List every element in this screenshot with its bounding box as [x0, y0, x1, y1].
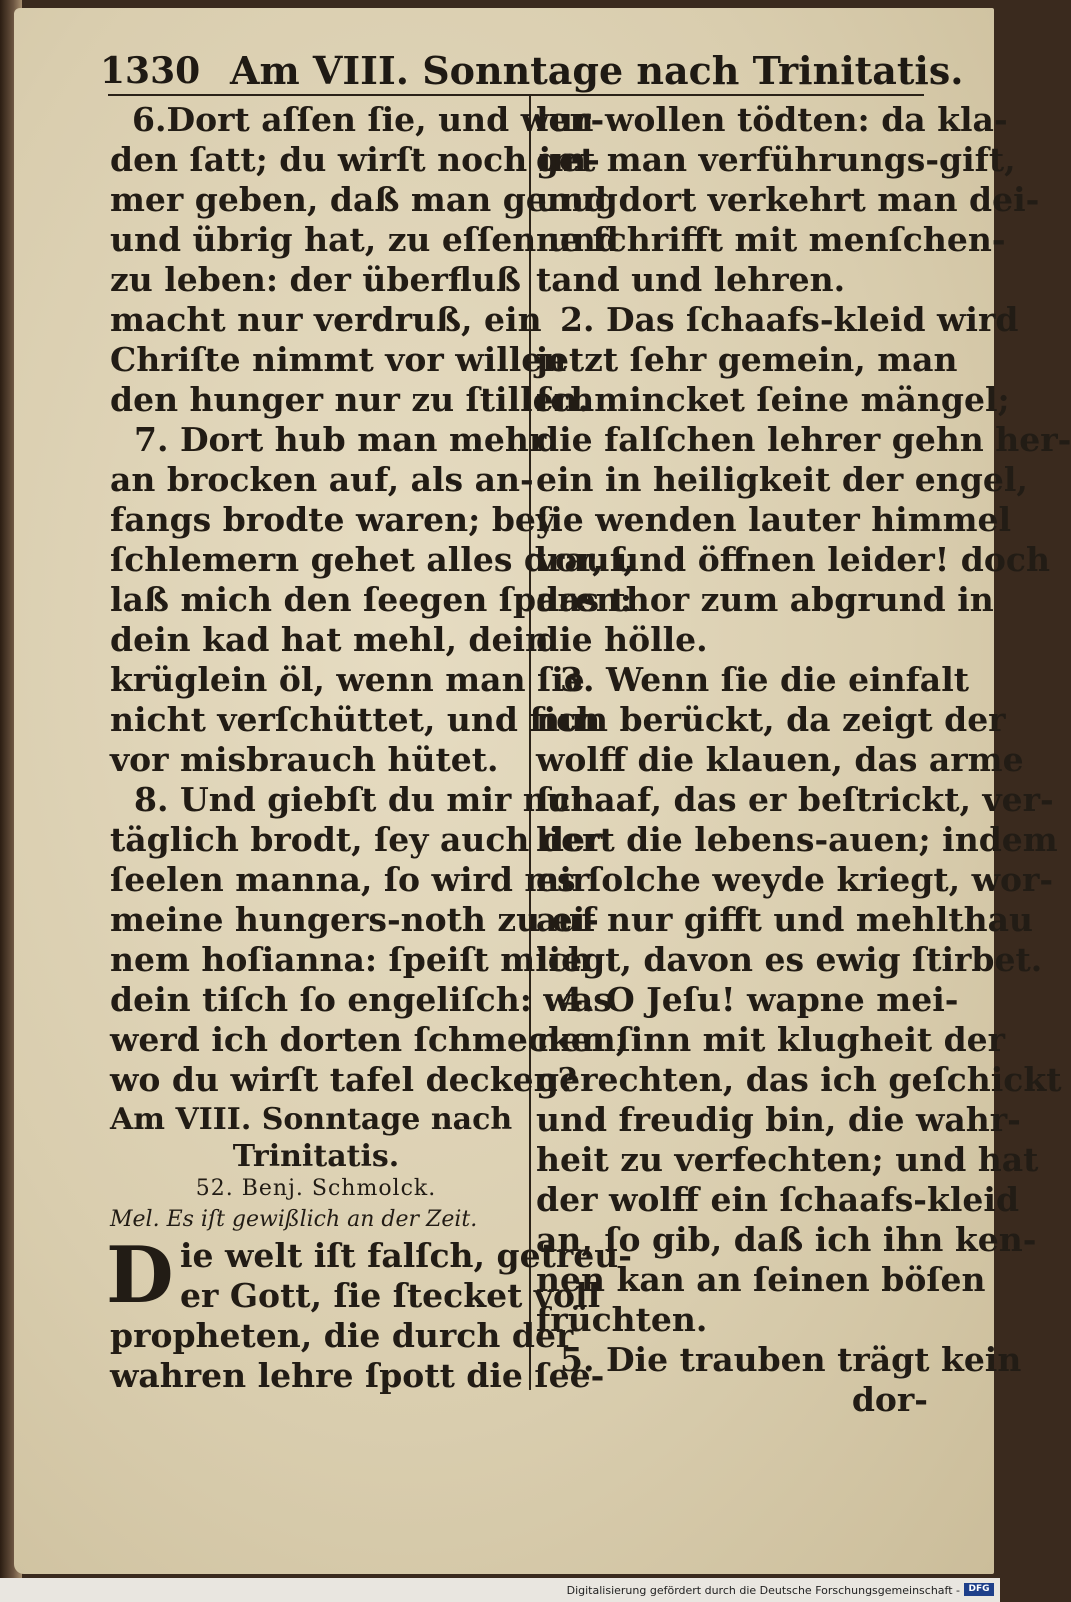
text-line: nem hoſianna: ſpeiſt mich: [110, 940, 592, 979]
text-line: gerechten, das ich geſchickt: [536, 1060, 1062, 1099]
digitization-footer: [0, 1578, 1000, 1602]
text-line: nicht verſchüttet, und ſich: [110, 700, 601, 739]
text-line: die hölle.: [536, 620, 708, 659]
text-line: die falſchen lehrer gehn her-: [536, 420, 1071, 459]
text-line: wolff die klauen, das arme: [536, 740, 1024, 779]
text-line: zu leben: der überfluß: [110, 260, 521, 299]
text-line: ie welt iſt falſch, getreu-: [180, 1236, 632, 1275]
text-line: Chriſte nimmt vor willen: [110, 340, 567, 379]
hymn-heading-trinitatis: Trinitatis.: [232, 1139, 400, 1174]
text-line: ſie wenden lauter himmel: [536, 500, 1012, 539]
header-rule: [108, 94, 924, 96]
text-line: 8. Und giebſt du mir nun: [134, 780, 595, 819]
text-line: jetzt ſehr gemein, man: [536, 340, 958, 379]
text-line: 3. Wenn ſie die einfalt: [560, 660, 969, 699]
text-line: ſeelen manna, ſo wird mir: [110, 860, 590, 899]
text-line: dein tiſch ſo engeliſch: was: [110, 980, 612, 1019]
text-line: laß mich den ſeegen ſparen:: [110, 580, 633, 619]
text-line: 7. Dort hub man mehr: [134, 420, 547, 459]
text-line: 6.Dort aſſen ſie, und wur-: [132, 100, 605, 139]
text-line: 5. Die trauben trägt kein: [560, 1340, 1022, 1379]
text-line: krüglein öl, wenn man ſie: [110, 660, 585, 699]
hymn-opening: [106, 1230, 632, 1321]
catchword: dor-: [851, 1380, 928, 1419]
text-line: früchten.: [536, 1300, 708, 1339]
text-line: get man verführungs-gift,: [536, 140, 1016, 179]
text-line: nun berückt, da zeigt der: [536, 700, 1006, 739]
text-line: ne ſchrifft mit menſchen-: [536, 220, 1006, 259]
dfg-logo: DFG: [964, 1583, 994, 1596]
text-line: vor misbrauch hütet.: [110, 740, 499, 779]
text-line: liert die lebens-auen; indem: [536, 820, 1058, 859]
text-line: propheten, die durch der: [110, 1316, 574, 1355]
text-line: ſchlemern gehet alles drauf,: [110, 540, 635, 579]
text-line: ſchmincket ſeine mängel;: [536, 380, 1010, 419]
text-line: wahren lehre ſpott die ſee-: [110, 1356, 605, 1395]
text-line: wo du wirſt tafel decken?: [110, 1060, 577, 1099]
text-line: 4. O Jeſu! wapne mei-: [560, 980, 959, 1019]
running-header: [100, 44, 964, 93]
text-line: auf nur gifft und mehlthau: [536, 900, 1033, 939]
text-line: es ſolche weyde kriegt, wor-: [536, 860, 1054, 899]
text-line: fangs brodte waren; bey: [110, 500, 556, 539]
text-line: vor, und öffnen leider! doch: [536, 540, 1050, 579]
text-line: und freudig bin, die wahr-: [536, 1100, 1021, 1139]
text-line: macht nur verdruß, ein: [110, 300, 542, 339]
text-line: len wollen tödten: da kla-: [536, 100, 1008, 139]
text-line: an brocken auf, als an-: [110, 460, 534, 499]
column-divider: [529, 96, 531, 1390]
text-line: ſchaaf, das er beſtrickt, ver-: [536, 780, 1054, 819]
text-line: 2. Das ſchaafs-kleid wird: [560, 300, 1019, 339]
melody-note: Mel. Es iſt gewißlich an der Zeit.: [110, 1207, 478, 1232]
text-line: liegt, davon es ewig ſtirbet.: [536, 940, 1043, 979]
text-line: nen kan an ſeinen böſen: [536, 1260, 986, 1299]
text-line: tand und lehren.: [536, 260, 846, 299]
text-line: und dort verkehrt man dei-: [536, 180, 1040, 219]
text-line: mer geben, daß man genug: [110, 180, 618, 219]
text-line: und übrig hat, zu eſſen und: [110, 220, 619, 259]
text-line: den ſatt; du wirſt noch im-: [110, 140, 600, 179]
text-line: heit zu verfechten; und hat: [536, 1140, 1039, 1179]
text-line: nen ſinn mit klugheit der: [536, 1020, 1006, 1059]
running-title: Am VIII. Sonntage nach Trinitatis.: [230, 48, 964, 93]
text-line: meine hungers-noth zu ei-: [110, 900, 599, 939]
text-line: werd ich dorten ſchmecken,: [110, 1020, 628, 1059]
hymn-heading: Am VIII. Sonntage nach: [110, 1102, 513, 1137]
right-column: [536, 100, 1071, 1420]
text-line: dein kad hat mehl, dein: [110, 620, 550, 659]
text-line: das thor zum abgrund in: [536, 580, 994, 619]
drop-cap: D: [106, 1230, 174, 1321]
text-line: den hunger nur zu ſtillen.: [110, 380, 590, 419]
text-line: an, ſo gib, daß ich ihn ken-: [536, 1220, 1037, 1259]
text-line: täglich brodt, ſey auch der: [110, 820, 603, 859]
page-number: 1330: [100, 50, 201, 92]
text-line: ein in heiligkeit der engel,: [536, 460, 1028, 499]
text-line: der wolff ein ſchaafs-kleid: [536, 1180, 1020, 1219]
text-line: er Gott, ſie ſtecket voll: [180, 1276, 601, 1315]
funding-credit: Digitalisierung gefördert durch die Deutsche Forschungsgemeinschaft -: [566, 1584, 960, 1597]
hymn-number-author: 52. Benj. Schmolck.: [195, 1176, 437, 1201]
